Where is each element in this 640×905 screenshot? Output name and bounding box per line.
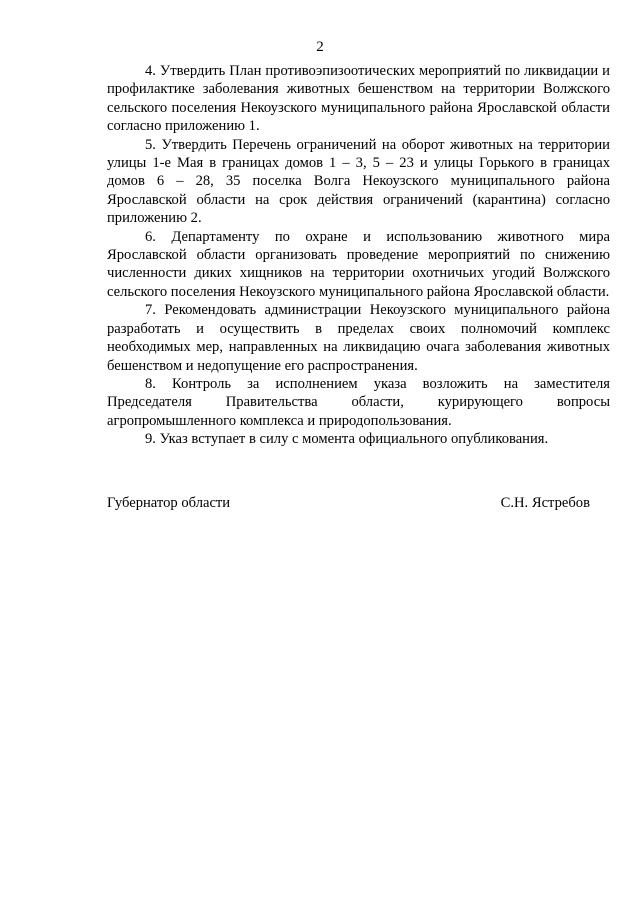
- signatory-name: С.Н. Ястребов: [500, 495, 590, 511]
- document-body: [107, 62, 610, 449]
- paragraph-8: 8. Контроль за исполнением указа возложить на заместителя Председателя Правительства области, курирующего вопросы агропромышленного комплекса и природопользования.: [107, 375, 610, 429]
- paragraph-7: 7. Рекомендовать администрации Некоузского муниципального района разработать и осуществить в пределах своих полномочий комплекс необходимых мер, направленных на ликвидацию очага заболевания животных бешенством и недопущение его распространения.: [107, 302, 610, 374]
- paragraph-6: 6. Департаменту по охране и использованию животного мира Ярославской области организовать проведение мероприятий по снижению численности диких хищников на территории охотничьих угодий Волжского сельского поселения Некоузского муниципального района Ярославской области.: [107, 228, 610, 300]
- paragraph-5: 5. Утвердить Перечень ограничений на оборот животных на территории улицы 1-е Мая в границах домов 1 – 3, 5 – 23 и улицы Горького в границах домов 6 – 28, 35 поселка Волга Некоузского муниципального района Ярославской области на срок действия ограничений (карантина) согласно приложению 2.: [107, 136, 610, 227]
- page-number: 2: [316, 39, 324, 55]
- paragraph-9: 9. Указ вступает в силу с момента официального опубликования.: [145, 431, 549, 448]
- paragraph-4: 4. Утвердить План противоэпизоотических мероприятий по ликвидации и профилактике заболевания животных бешенством на территории Волжского сельского поселения Некоузского муниципального района Ярославской области согласно приложению 1.: [107, 63, 610, 135]
- signature-block: [107, 494, 590, 512]
- signatory-position: Губернатор области: [107, 495, 231, 511]
